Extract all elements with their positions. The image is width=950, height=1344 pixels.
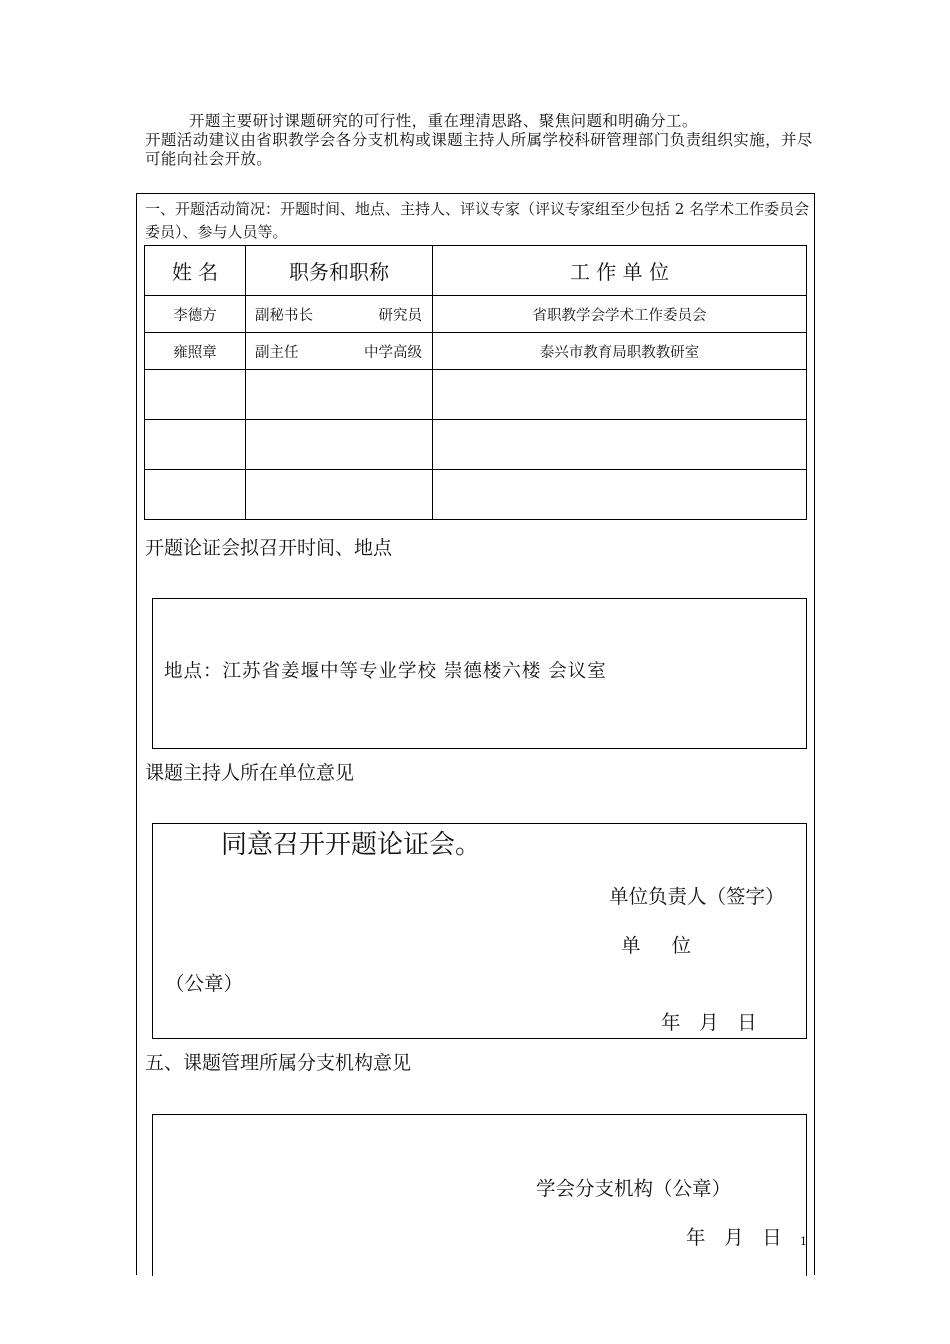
meeting-label: 开题论证会拟召开时间、地点 [145,537,393,559]
table-row [145,470,807,520]
intro-note [145,112,815,169]
unit-opinion-box [152,823,807,1039]
participants-table [144,245,807,520]
cell-post: 副秘书长 [255,307,313,324]
page-number: 1 [800,1235,807,1248]
cell-post: 副主任 [255,344,299,361]
unit-signer: 单位负责人（签字） [609,885,785,908]
branch-date: 年 月 日 [686,1226,782,1249]
section1-title: 一、开题活动简况：开题时间、地点、主持人、评议专家（评议专家组至少包括 2 名学术工作委员会委员）、参与人员等。 [145,200,810,241]
branch-seal: 学会分支机构（公章） [536,1177,732,1200]
cell-unit [433,370,807,420]
unit-seal: （公章） [165,972,244,995]
cell-position [246,370,433,420]
unit-date: 年 月 日 [661,1011,757,1034]
table-row [145,420,807,470]
header-position: 职务和职称 [246,246,433,296]
table-row [145,370,807,420]
table-row [145,296,807,333]
table-header-row [145,246,807,296]
unit-unit: 单 位 [621,934,691,957]
intro-line-2: 开题活动建议由省职教学会各分支机构或课题主持人所属学校科研管理部门负责组织实施，并尽可能向社会开放。 [145,131,813,168]
cell-position [246,420,433,470]
unit-opinion-text: 同意召开开题论证会。 [221,830,482,860]
header-name: 姓 名 [145,246,246,296]
cell-name: 李德方 [145,296,246,333]
cell-unit: 省职教学会学术工作委员会 [433,296,807,333]
cell-position [246,296,433,333]
branch-opinion-label: 五、课题管理所属分支机构意见 [145,1052,412,1074]
cell-unit [433,470,807,520]
meeting-location: 地点：江苏省姜堰中等专业学校 崇德楼六楼 会议室 [164,661,607,682]
cell-unit [433,420,807,470]
cell-position [246,333,433,370]
cell-name [145,470,246,520]
unit-opinion-label: 课题主持人所在单位意见 [145,762,355,784]
intro-line-1: 开题主要研讨课题研究的可行性，重在理清思路、聚焦问题和明确分工。 [189,112,698,130]
cell-name: 雍照章 [145,333,246,370]
branch-opinion-box [152,1114,807,1276]
meeting-box [152,598,807,749]
cell-unit: 泰兴市教育局职教教研室 [433,333,807,370]
cell-title: 中学高级 [364,344,422,361]
cell-name [145,420,246,470]
cell-title: 研究员 [378,307,422,324]
cell-name [145,370,246,420]
header-unit: 工 作 单 位 [433,246,807,296]
table-row [145,333,807,370]
cell-position [246,470,433,520]
